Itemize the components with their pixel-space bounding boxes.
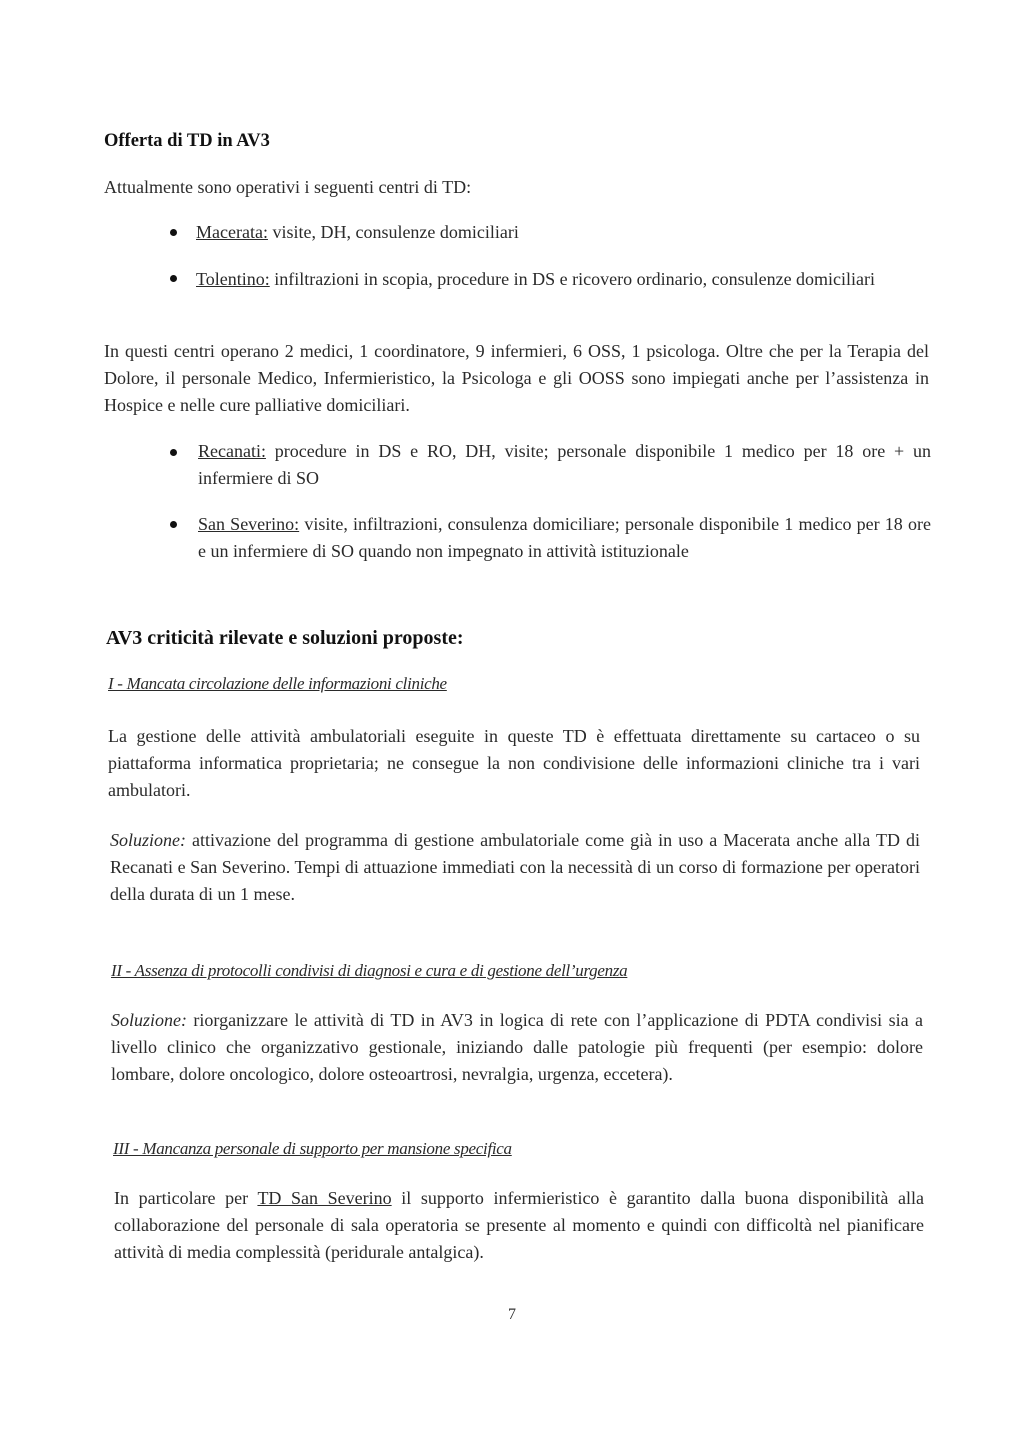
bullet-icon — [170, 275, 177, 282]
staff-paragraph: In questi centri operano 2 medici, 1 coordinatore, 9 infermieri, 6 OSS, 1 psicologa. Oltre che per la Terapia del Dolore, il personale Medico, Infermieristico, la Psicologa e gli OOSS sono impiegati anche per l’assistenza in Hospice e nelle cure palliative domiciliari. — [104, 341, 929, 415]
list-item-text: visite, infiltrazioni, consulenza domiciliare; personale disponibile 1 medico per 18 ore e un infermiere di SO quando non impegnato in attività istituzionale — [198, 514, 931, 561]
list-item-label: Recanati: — [198, 441, 266, 461]
list-item-text: visite, DH, consulenze domiciliari — [267, 222, 519, 242]
paragraph-prefix: In particolare per — [114, 1188, 258, 1208]
issue-2-solution — [111, 1007, 923, 1088]
td-san-severino-link: TD San Severino — [257, 1188, 392, 1208]
issue-1-solution — [110, 827, 920, 908]
list-item-text: procedure in DS e RO, DH, visite; personale disponibile 1 medico per 18 ore + un infermiere di SO — [198, 441, 931, 488]
solution-label: Soluzione: — [110, 830, 186, 850]
list-item-tolentino — [196, 266, 931, 293]
issue-1-heading: I - Mancata circolazione delle informazioni cliniche — [108, 674, 447, 693]
list-item-macerata — [196, 219, 931, 246]
section-title-offerta: Offerta di TD in AV3 — [104, 131, 270, 151]
issue-1-paragraph: La gestione delle attività ambulatoriali eseguite in queste TD è effettuata direttamente su cartaceo o su piattaforma informatica proprietaria; ne consegue la non condivisione delle informazioni cliniche tra i vari ambulatori. — [108, 726, 920, 800]
issue-3-heading: III - Mancanza personale di supporto per mansione specifica — [113, 1139, 512, 1158]
solution-text: attivazione del programma di gestione ambulatoriale come già in uso a Macerata anche alla TD di Recanati e San Severino. Tempi di attuazione immediati con la necessità di un corso di formazione per operatori della durata di un 1 mese. — [110, 830, 920, 904]
solution-text: riorganizzare le attività di TD in AV3 in logica di rete con l’applicazione di PDTA condivisi sia a livello clinico che organizzativo gestionale, iniziando dalle patologie più frequenti (per esempio: dolore lombare, dolore oncologico, dolore osteoartrosi, nevralgia, urgenza, eccetera). — [111, 1010, 923, 1084]
intro-text: Attualmente sono operativi i seguenti centri di TD: — [104, 177, 472, 197]
page-number: 7 — [508, 1306, 516, 1323]
list-item-san-severino — [198, 511, 931, 565]
list-item-label: Macerata: — [196, 222, 268, 242]
section-title-criticita: AV3 criticità rilevate e soluzioni proposte: — [106, 627, 464, 649]
list-item-recanati — [198, 438, 931, 492]
list-item-label: San Severino: — [198, 514, 300, 534]
issue-2-heading: II - Assenza di protocolli condivisi di diagnosi e cura e di gestione dell’urgenza — [111, 961, 628, 980]
bullet-icon — [170, 521, 177, 528]
list-item-text: infiltrazioni in scopia, procedure in DS e ricovero ordinario, consulenze domiciliari — [269, 269, 876, 289]
solution-label: Soluzione: — [111, 1010, 187, 1030]
list-item-label: Tolentino: — [196, 269, 270, 289]
bullet-icon — [170, 229, 177, 236]
issue-3-paragraph — [114, 1185, 924, 1266]
bullet-icon — [170, 449, 177, 456]
paragraph-suffix: il supporto infermieristico è garantito dalla buona disponibilità alla collaborazione del personale di sala operatoria se presente al momento e quindi con difficoltà nel pianificare attività di media complessità (peridurale antalgica). — [114, 1188, 924, 1262]
